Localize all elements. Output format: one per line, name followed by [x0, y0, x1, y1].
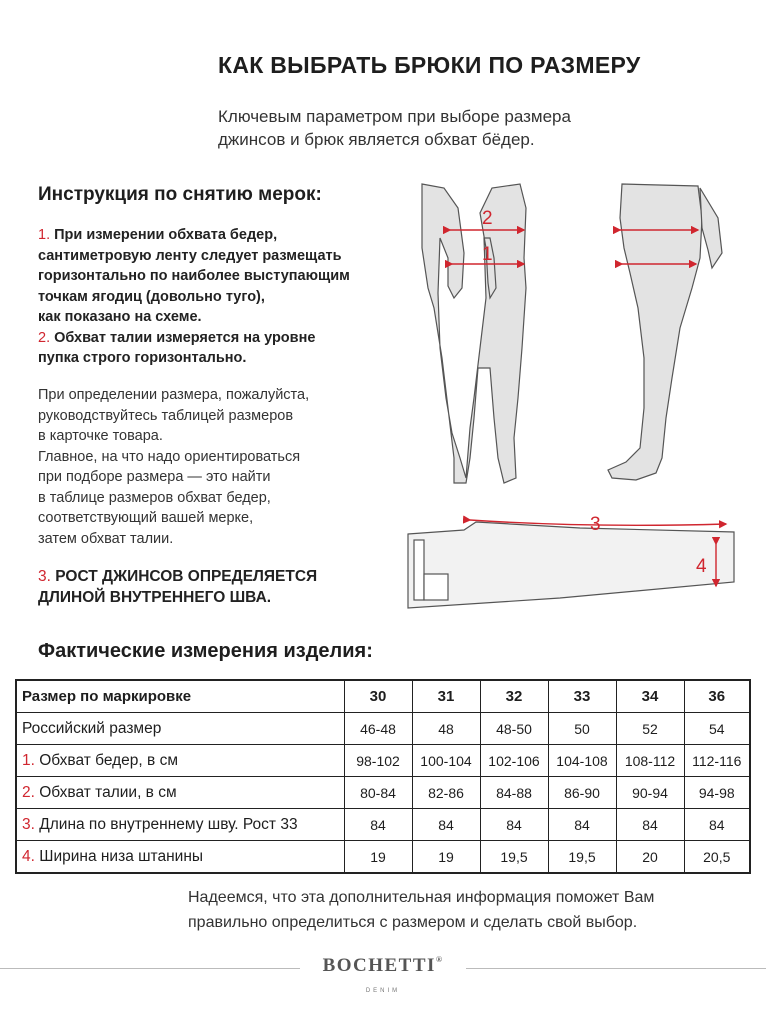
label-2: 2	[482, 208, 493, 229]
table-cell: 108-112	[616, 745, 684, 777]
table-cell: 52	[616, 713, 684, 745]
table-row	[16, 745, 750, 777]
footer-divider-right	[466, 968, 766, 969]
page-title: КАК ВЫБРАТЬ БРЮКИ ПО РАЗМЕРУ	[218, 52, 641, 78]
header-size: 30	[344, 680, 412, 713]
table-cell: 104-108	[548, 745, 616, 777]
instruction-3-number: 3.	[38, 568, 51, 585]
advice-line-2: руководствуйтесь таблицей размеров	[38, 407, 294, 424]
row-number: 2.	[22, 783, 35, 801]
instruction-1-line-3: горизонтально по наиболее выступающим	[38, 268, 350, 284]
table-cell: 54	[684, 713, 750, 745]
header-label: Размер по маркировке	[16, 680, 344, 713]
table-header-row	[16, 680, 750, 713]
header-size: 34	[616, 680, 684, 713]
table-cell: 84	[684, 809, 750, 841]
header-size: 31	[412, 680, 480, 713]
row-label-text: Российский размер	[22, 719, 162, 737]
table-cell: 48-50	[480, 713, 548, 745]
table-cell: 19	[412, 841, 480, 874]
instruction-3-line-2: ДЛИНОЙ ВНУТРЕННЕГО ШВА.	[38, 588, 272, 606]
label-4: 4	[696, 556, 707, 577]
table-cell: 86-90	[548, 777, 616, 809]
table-cell: 19,5	[548, 841, 616, 874]
advice-line-1: При определении размера, пожалуйста,	[38, 387, 310, 403]
row-label-text: Длина по внутреннему шву. Рост 33	[34, 815, 298, 833]
row-label-text: Обхват бедер, в см	[34, 751, 178, 769]
table-cell: 50	[548, 713, 616, 745]
table-cell: 20,5	[684, 841, 750, 874]
table-cell: 82-86	[412, 777, 480, 809]
table-cell: 84	[480, 809, 548, 841]
instruction-1-line-2: сантиметровую ленту следует размещать	[38, 247, 342, 264]
table-row	[16, 713, 750, 745]
intro-text	[218, 105, 571, 151]
advice-line-3: в карточке товара.	[38, 428, 163, 444]
header-size: 33	[548, 680, 616, 713]
instruction-1-line-1: При измерении обхвата бедер,	[54, 227, 278, 243]
row-label	[16, 713, 344, 745]
table-cell: 46-48	[344, 713, 412, 745]
instruction-3-line-1: РОСТ ДЖИНСОВ ОПРЕДЕЛЯЕТСЯ	[55, 568, 318, 585]
instruction-2-number: 2.	[38, 329, 51, 346]
advice-line-5: при подборе размера — это найти	[38, 469, 271, 485]
table-cell: 112-116	[684, 745, 750, 777]
instruction-2-line-2: пупка строго горизонтально.	[38, 350, 247, 366]
instruction-1-line-5: как показано на схеме.	[38, 309, 202, 325]
measurements-title: Фактические измерения изделия:	[38, 640, 373, 662]
advice-text	[38, 385, 398, 549]
row-label	[16, 777, 344, 809]
table-cell: 48	[412, 713, 480, 745]
row-label-text: Ширина низа штанины	[34, 847, 204, 865]
size-table	[15, 679, 751, 874]
instruction-1-line-4: точкам ягодиц (довольно туго),	[38, 288, 265, 305]
table-cell: 84-88	[480, 777, 548, 809]
table-row	[16, 777, 750, 809]
front-body-figure	[422, 184, 526, 483]
instruction-2-line-1: Обхват талии измеряется на уровне	[54, 329, 316, 346]
instruction-1-number: 1.	[38, 227, 51, 243]
table-cell: 19	[344, 841, 412, 874]
table-cell: 94-98	[684, 777, 750, 809]
brand-logo	[300, 955, 466, 977]
row-label	[16, 809, 344, 841]
row-label	[16, 745, 344, 777]
advice-line-4: Главное, на что надо ориентироваться	[38, 448, 301, 465]
instructions-title: Инструкция по снятию мерок:	[38, 184, 322, 205]
header-size: 36	[684, 680, 750, 713]
table-cell: 19,5	[480, 841, 548, 874]
footer-line-1: Надеемся, что эта дополнительная информация поможет Вам	[188, 889, 655, 906]
row-number: 1.	[22, 751, 35, 769]
row-label-text: Обхват талии, в см	[34, 783, 177, 801]
table-cell: 84	[344, 809, 412, 841]
instruction-3	[38, 567, 398, 608]
header-size: 32	[480, 680, 548, 713]
advice-line-7: соответствующий вашей мерке,	[38, 510, 254, 526]
footer-line-2: правильно определиться с размером и сделать свой выбор.	[188, 914, 638, 931]
footer-divider-left	[0, 968, 300, 969]
intro-line-1: Ключевым параметром при выборе размера	[218, 107, 571, 126]
instruction-2	[38, 328, 408, 349]
row-number: 4.	[22, 847, 35, 865]
side-body-figure	[608, 184, 722, 480]
advice-line-8: затем обхват талии.	[38, 530, 174, 547]
brand-subtitle: DENIM	[365, 988, 401, 994]
measurement-diagram	[400, 178, 766, 618]
instruction-1	[38, 225, 408, 246]
folded-jeans-figure	[408, 522, 734, 608]
row-number: 3.	[22, 815, 35, 833]
table-cell: 84	[412, 809, 480, 841]
brand-name: BOCHETTI	[322, 955, 436, 976]
row-label	[16, 841, 344, 874]
footer-text	[188, 885, 654, 935]
instructions-list	[38, 225, 408, 369]
table-cell: 90-94	[616, 777, 684, 809]
table-cell: 80-84	[344, 777, 412, 809]
label-1: 1	[482, 244, 493, 265]
table-cell: 84	[548, 809, 616, 841]
instruction-3-row-1	[38, 567, 398, 588]
table-cell: 98-102	[344, 745, 412, 777]
table-row	[16, 809, 750, 841]
table-cell: 84	[616, 809, 684, 841]
intro-line-2: джинсов и брюк является обхват бёдер.	[218, 130, 535, 149]
table-cell: 100-104	[412, 745, 480, 777]
registered-mark: ®	[435, 955, 444, 964]
table-cell: 20	[616, 841, 684, 874]
table-cell: 102-106	[480, 745, 548, 777]
label-3: 3	[590, 514, 601, 535]
table-row	[16, 841, 750, 874]
advice-line-6: в таблице размеров обхват бедер,	[38, 489, 271, 506]
